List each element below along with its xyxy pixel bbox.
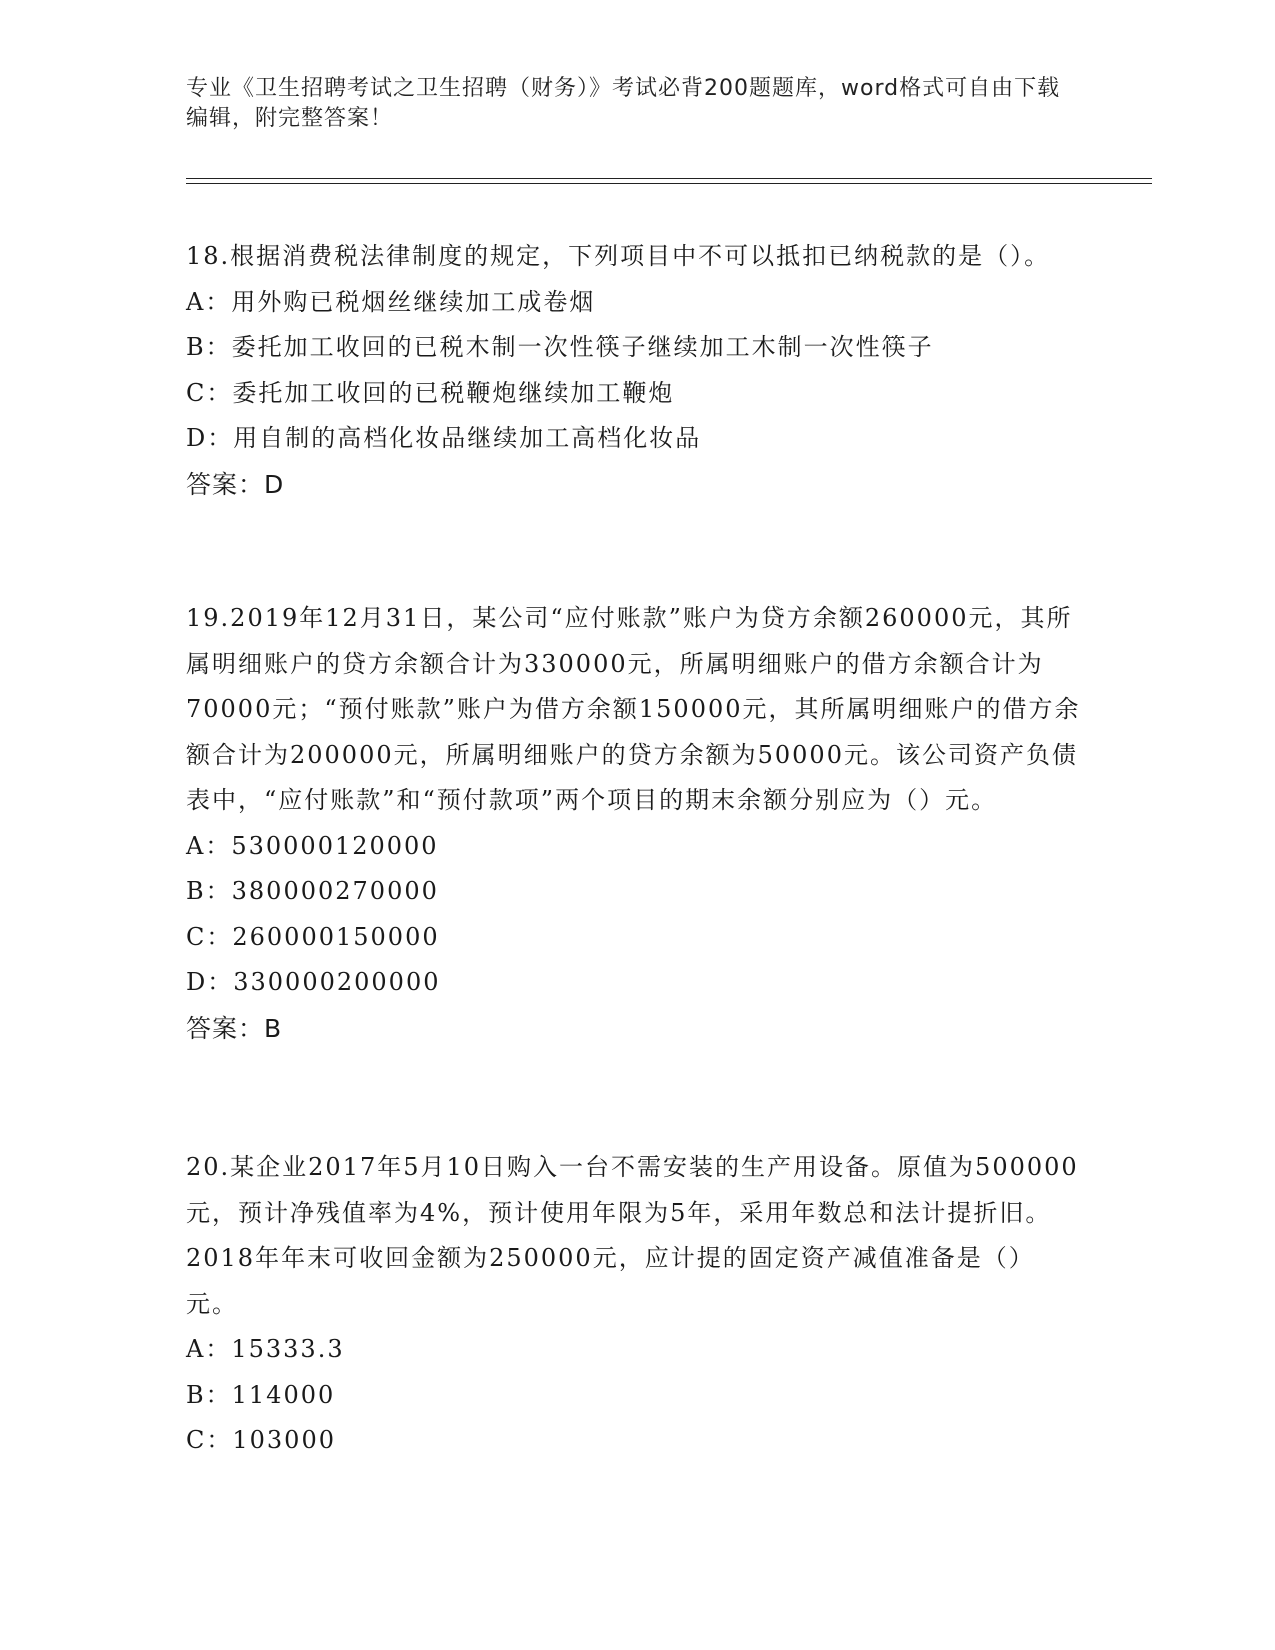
option-text: 114000 <box>231 1380 336 1409</box>
option-letter: A： <box>186 831 232 860</box>
document-header: 专业《卫生招聘考试之卫生招聘（财务）》考试必背200题题库，word格式可自由下载编辑，附完整答案！ <box>186 76 1061 131</box>
option-a <box>186 824 1086 870</box>
question-stem: 18.根据消费税法律制度的规定，下列项目中不可以抵扣已纳税款的是（）。 <box>186 242 1051 270</box>
option-a <box>186 280 1086 326</box>
option-letter: B： <box>186 1380 232 1409</box>
option-text: 委托加工收回的已税木制一次性筷子继续加工木制一次性筷子 <box>231 333 934 361</box>
header-divider-bottom <box>186 183 1152 184</box>
option-text: 15333.3 <box>231 1335 345 1363</box>
option-letter: B： <box>186 877 232 905</box>
question-stem: 20.某企业2017年5月10日购入一台不需安装的生产用设备。原值为500000元，预计净残值率为4%，预计使用年限为5年，采用年数总和法计提折旧。2018年年末可收回金额为250000元，应计提的固定资产减值准备是（）元。 <box>186 1153 1079 1318</box>
option-c <box>186 915 1086 961</box>
option-b <box>186 1373 1086 1419</box>
option-letter: D： <box>186 424 234 452</box>
option-text: 260000150000 <box>232 922 440 951</box>
option-text: 用外购已税烟丝继续加工成卷烟 <box>231 287 596 316</box>
option-d <box>186 960 1086 1006</box>
question-18 <box>186 234 1086 507</box>
option-b <box>186 325 1086 371</box>
option-letter: C： <box>186 922 233 951</box>
option-letter: B： <box>186 333 232 361</box>
option-text: 用自制的高档化妆品继续加工高档化妆品 <box>233 424 702 452</box>
question-20 <box>186 1145 1086 1464</box>
option-text: 530000120000 <box>231 831 439 860</box>
option-b <box>186 869 1086 915</box>
question-stem: 19.2019年12月31日，某公司“应付账款”账户为贷方余额260000元，其所属明细账户的贷方余额合计为330000元，所属明细账户的借方余额合计为70000元；“预付账款”账户为借方余额150000元，其所属明细账户的借方余额合计为200000元，所属明细账户的贷方余额为50000元。该公司资产负债表中，“应付账款”和“预付款项”两个项目的期末余额分别应为（）元。 <box>186 604 1081 814</box>
option-c <box>186 371 1086 417</box>
option-text: 委托加工收回的已税鞭炮继续加工鞭炮 <box>232 378 675 407</box>
option-a <box>186 1327 1086 1373</box>
answer-line: 答案：B <box>186 1013 283 1043</box>
option-letter: A： <box>186 1335 232 1363</box>
header-divider-top <box>186 178 1152 179</box>
option-d <box>186 416 1086 462</box>
answer-line: 答案：D <box>186 469 285 499</box>
option-letter: C： <box>186 1426 233 1454</box>
option-letter: D： <box>186 968 234 996</box>
option-text: 103000 <box>232 1426 336 1454</box>
option-letter: A： <box>186 287 232 316</box>
option-letter: C： <box>186 378 233 407</box>
option-c <box>186 1418 1086 1464</box>
option-text: 330000200000 <box>233 968 441 996</box>
question-19 <box>186 596 1086 1051</box>
option-text: 380000270000 <box>231 877 439 905</box>
